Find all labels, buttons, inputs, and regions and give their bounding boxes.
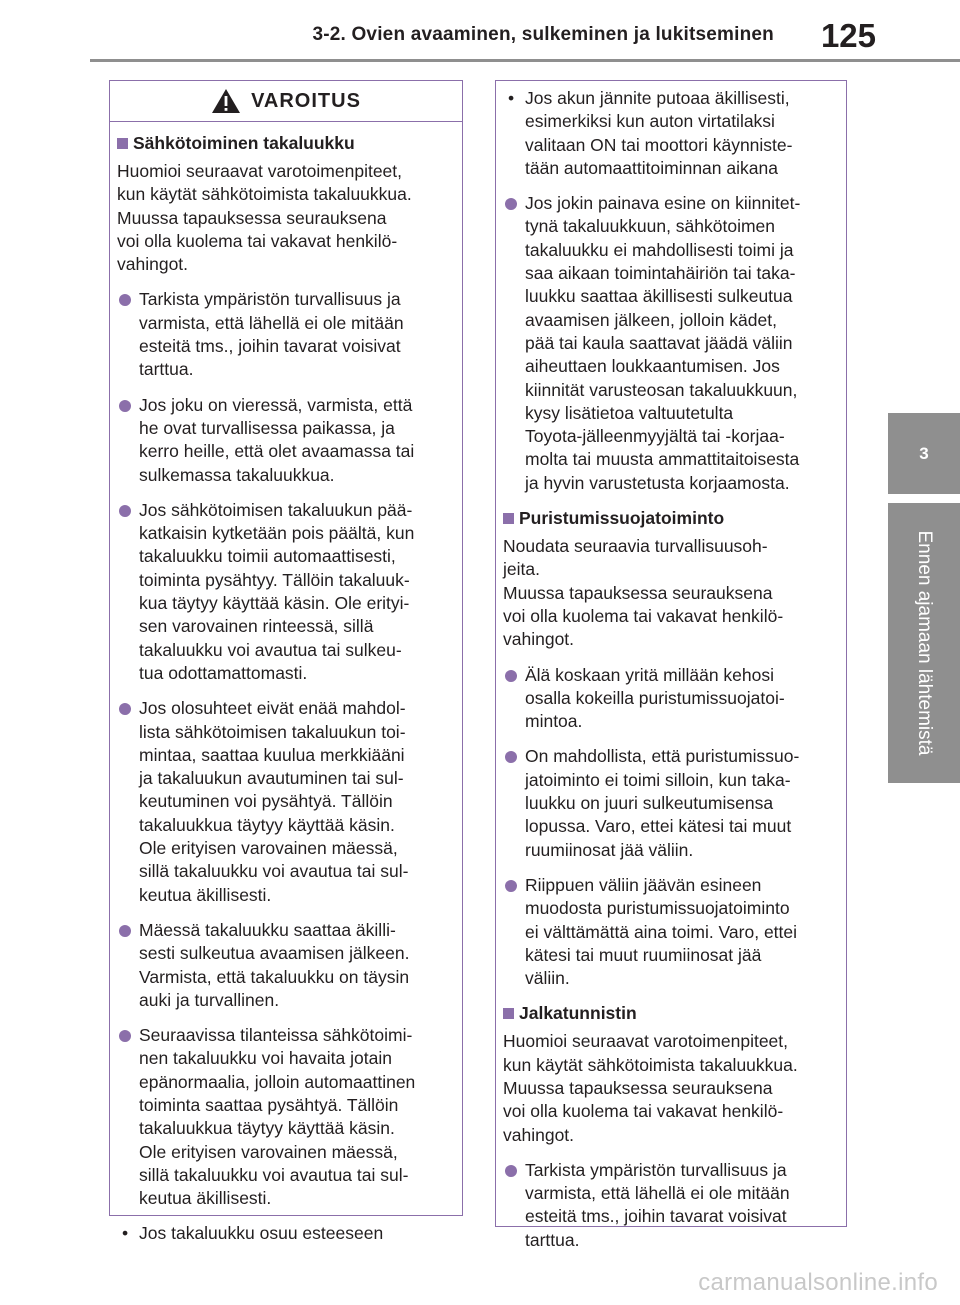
text-line: Jos sähkötoimisen takaluukun pää- — [139, 499, 413, 520]
text-line: sillä takaluukku voi avautua tai sul- — [139, 1164, 409, 1185]
warning-header — [110, 81, 462, 122]
circle-bullet-icon — [505, 670, 517, 682]
text-line: ja takaluukun avautuminen tai sul- — [139, 768, 404, 789]
text-line: On mahdollista, että puristumissuo- — [525, 746, 800, 767]
bullet-item — [503, 1159, 839, 1252]
section-heading — [117, 132, 455, 154]
text-line: tynä takaluukkuun, sähkötoimen — [525, 216, 776, 237]
text-line: ruumiinosat jää väliin. — [525, 839, 694, 860]
text-line: avaamisen jälkeen, jolloin kädet, — [525, 309, 777, 330]
text-line: voi olla kuolema tai vakavat henkilö- — [503, 605, 784, 626]
section-heading — [503, 1002, 839, 1024]
sub-bullet-item — [503, 87, 839, 180]
text-line: lista sähkötoimisen takaluukun toi- — [139, 721, 406, 742]
text-line: tua odottamattomasti. — [139, 662, 308, 683]
bullet-item — [503, 874, 839, 990]
intro-paragraph — [503, 1030, 839, 1146]
warning-content-right — [496, 81, 846, 1252]
bullet-item — [117, 394, 455, 487]
circle-bullet-icon — [119, 925, 131, 937]
text-line: kerro heille, että olet avaamassa tai — [139, 441, 415, 462]
text-line: Seuraavissa tilanteissa sähkötoimi- — [139, 1025, 413, 1046]
section-title: Puristumissuojatoiminto — [519, 508, 725, 529]
page-header — [0, 0, 960, 64]
text-line: toiminta saattaa pysähtyä. Tällöin — [139, 1094, 399, 1115]
text-line: vahingot. — [503, 1124, 575, 1145]
text-line: kun käytät sähkötoimista takaluukkua. — [117, 184, 412, 205]
text-line: takaluukku voi avautua tai sulkeu- — [139, 639, 402, 660]
section-title: Jalkatunnistin — [519, 1003, 637, 1024]
text-line: voi olla kuolema tai vakavat henkilö- — [117, 230, 398, 251]
text-line: Huomioi seuraavat varotoimenpiteet, — [503, 1031, 789, 1052]
text-line: esimerkiksi kun auton virtatilaksi — [525, 111, 775, 132]
text-line: valitaan ON tai moottori käynniste- — [525, 134, 793, 155]
text-line: Noudata seuraavia turvallisuusoh- — [503, 536, 768, 557]
bullet-item — [503, 745, 839, 861]
text-line: takaluukku ei mahdollisesti toimi ja — [525, 239, 794, 260]
warning-content-left — [110, 122, 462, 1246]
square-bullet-icon — [117, 138, 128, 149]
watermark-text: carmanualsonline.info — [698, 1269, 938, 1296]
text-line: Jos takaluukku osuu esteeseen — [139, 1223, 384, 1244]
header-rule — [90, 59, 960, 62]
text-line: Jos joku on vieressä, varmista, että — [139, 394, 413, 415]
text-line: Älä koskaan yritä millään kehosi — [525, 664, 775, 685]
circle-bullet-icon — [119, 294, 131, 306]
text-line: katkaisin kytketään pois päältä, kun — [139, 523, 415, 544]
text-line: kiinnität varusteosan takaluukkuun, — [525, 379, 798, 400]
text-line: toiminta pysähtyy. Tällöin takaluuk- — [139, 569, 410, 590]
small-dot-icon: • — [122, 1223, 129, 1244]
text-line: lopussa. Varo, ettei kätesi tai muut — [525, 816, 792, 837]
bullet-item — [117, 288, 455, 381]
circle-bullet-icon — [119, 1030, 131, 1042]
text-line: he ovat turvallisessa paikassa, ja — [139, 417, 395, 438]
text-line: voi olla kuolema tai vakavat henkilö- — [503, 1101, 784, 1122]
text-line: varmista, että lähellä ei ole mitään — [139, 312, 404, 333]
text-line: Tarkista ympäristön turvallisuus ja — [525, 1159, 787, 1180]
chapter-label-text: Ennen ajamaan lähtemistä — [914, 530, 935, 756]
circle-bullet-icon — [119, 505, 131, 517]
text-line: takaluukkua täytyy käyttää käsin. — [139, 1118, 395, 1139]
text-line: väliin. — [525, 968, 570, 989]
text-line: auki ja turvallinen. — [139, 989, 280, 1010]
text-line: aiheuttaen loukkaantumisen. Jos — [525, 356, 780, 377]
text-line: Varmista, että takaluukku on täysin — [139, 966, 410, 987]
text-line: jatoiminto ei toimi silloin, kun taka- — [525, 769, 791, 790]
intro-paragraph — [117, 160, 455, 276]
square-bullet-icon — [503, 1008, 514, 1019]
text-line: sesti sulkeutua avaamisen jälkeen. — [139, 943, 410, 964]
text-line: sen varovainen rinteessä, sillä — [139, 616, 374, 637]
circle-bullet-icon — [119, 703, 131, 715]
text-line: Ole erityisen varovainen mäessä, — [139, 838, 398, 859]
text-line: molta tai muusta ammattitaitoisesta — [525, 449, 800, 470]
text-line: kua täytyy käyttää käsin. Ole erityi- — [139, 593, 410, 614]
text-line: Muussa tapauksessa seurauksena — [117, 207, 387, 228]
section-title: Sähkötoiminen takaluukku — [133, 133, 355, 153]
circle-bullet-icon — [119, 400, 131, 412]
warning-title: VAROITUS — [251, 89, 361, 112]
text-line: tarttua. — [525, 1229, 580, 1250]
text-line: luukku on juuri sulkeutumisensa — [525, 793, 774, 814]
text-line: Jos jokin painava esine on kiinnitet- — [525, 193, 801, 214]
text-line: vahingot. — [117, 254, 189, 275]
sub-bullet-item — [117, 1222, 455, 1245]
text-line: keutua äkillisesti. — [139, 1188, 272, 1209]
text-line: jeita. — [503, 559, 540, 580]
text-line: osalla kokeilla puristumissuojatoi- — [525, 687, 785, 708]
text-line: kun käytät sähkötoimista takaluukkua. — [503, 1054, 798, 1075]
text-line: Toyota-jälleenmyyjältä tai -korjaa- — [525, 426, 785, 447]
text-line: ei välttämättä aina toimi. Varo, ettei — [525, 921, 798, 942]
text-line: takaluukku toimii automaattisesti, — [139, 546, 396, 567]
text-line: sillä takaluukku voi avautua tai sul- — [139, 861, 409, 882]
circle-bullet-icon — [505, 880, 517, 892]
text-line: ja hyvin varustetusta korjaamosta. — [525, 472, 790, 493]
text-line: luukku saattaa äkillisesti sulkeutua — [525, 286, 793, 307]
text-line: takaluukkua täytyy käyttää käsin. — [139, 814, 395, 835]
text-line: Mäessä takaluukku saattaa äkilli- — [139, 919, 396, 940]
text-line: saa aikaan toimintahäiriön tai taka- — [525, 263, 796, 284]
bullet-item — [503, 664, 839, 734]
text-line: Tarkista ympäristön turvallisuus ja — [139, 289, 401, 310]
warning-triangle-icon — [211, 88, 241, 114]
text-line: Jos akun jännite putoaa äkillisesti, — [525, 88, 790, 108]
text-line: keutua äkillisesti. — [139, 884, 272, 905]
text-line: Jos olosuhteet eivät enää mahdol- — [139, 698, 406, 719]
chapter-tab[interactable] — [888, 413, 960, 494]
chapter-number: 3 — [919, 443, 929, 463]
bullet-item — [117, 919, 455, 1012]
circle-bullet-icon — [505, 751, 517, 763]
chapter-section-title: 3-2. Ovien avaaminen, sulkeminen ja lukitseminen — [312, 24, 774, 45]
small-dot-icon: • — [508, 88, 515, 108]
warning-box-right — [495, 80, 847, 1250]
text-line: muodosta puristumissuojatoiminto — [525, 898, 790, 919]
text-line: varmista, että lähellä ei ole mitään — [525, 1183, 790, 1204]
text-line: sulkemassa takaluukkua. — [139, 464, 335, 485]
text-line: epänormaalia, jolloin automaattinen — [139, 1071, 416, 1092]
text-line: mintaa, saattaa kuulua merkkiääni — [139, 744, 405, 765]
text-line: kätesi tai muut ruumiinosat jää — [525, 944, 762, 965]
text-line: nen takaluukku voi havaita jotain — [139, 1048, 392, 1069]
circle-bullet-icon — [505, 198, 517, 210]
text-line: Muussa tapauksessa seurauksena — [503, 1077, 773, 1098]
text-line: esteitä tms., joihin tavarat voisivat — [139, 336, 401, 357]
text-line: kysy lisätietoa valtuutetulta — [525, 402, 734, 423]
text-line: tään automaattitoiminnan aikana — [525, 157, 778, 178]
text-line: tarttua. — [139, 359, 194, 380]
intro-paragraph — [503, 535, 839, 651]
text-line: Ole erityisen varovainen mäessä, — [139, 1141, 398, 1162]
text-line: mintoa. — [525, 711, 583, 732]
chapter-side-label — [888, 503, 960, 783]
bullet-item — [117, 499, 455, 685]
warning-box-left — [109, 80, 463, 1244]
section-heading — [503, 507, 839, 529]
circle-bullet-icon — [505, 1165, 517, 1177]
text-line: Muussa tapauksessa seurauksena — [503, 582, 773, 603]
text-line: vahingot. — [503, 629, 575, 650]
text-line: keutuminen voi pysähtyä. Tällöin — [139, 791, 393, 812]
text-line: Riippuen väliin jäävän esineen — [525, 874, 762, 895]
bullet-item — [117, 1024, 455, 1210]
page-number: 125 — [820, 17, 876, 54]
square-bullet-icon — [503, 513, 514, 524]
text-line: esteitä tms., joihin tavarat voisivat — [525, 1206, 787, 1227]
text-line: pää tai kaula saattavat jäädä väliin — [525, 332, 793, 353]
text-line: Huomioi seuraavat varotoimenpiteet, — [117, 161, 403, 181]
bullet-item — [503, 192, 839, 495]
bullet-item — [117, 697, 455, 907]
